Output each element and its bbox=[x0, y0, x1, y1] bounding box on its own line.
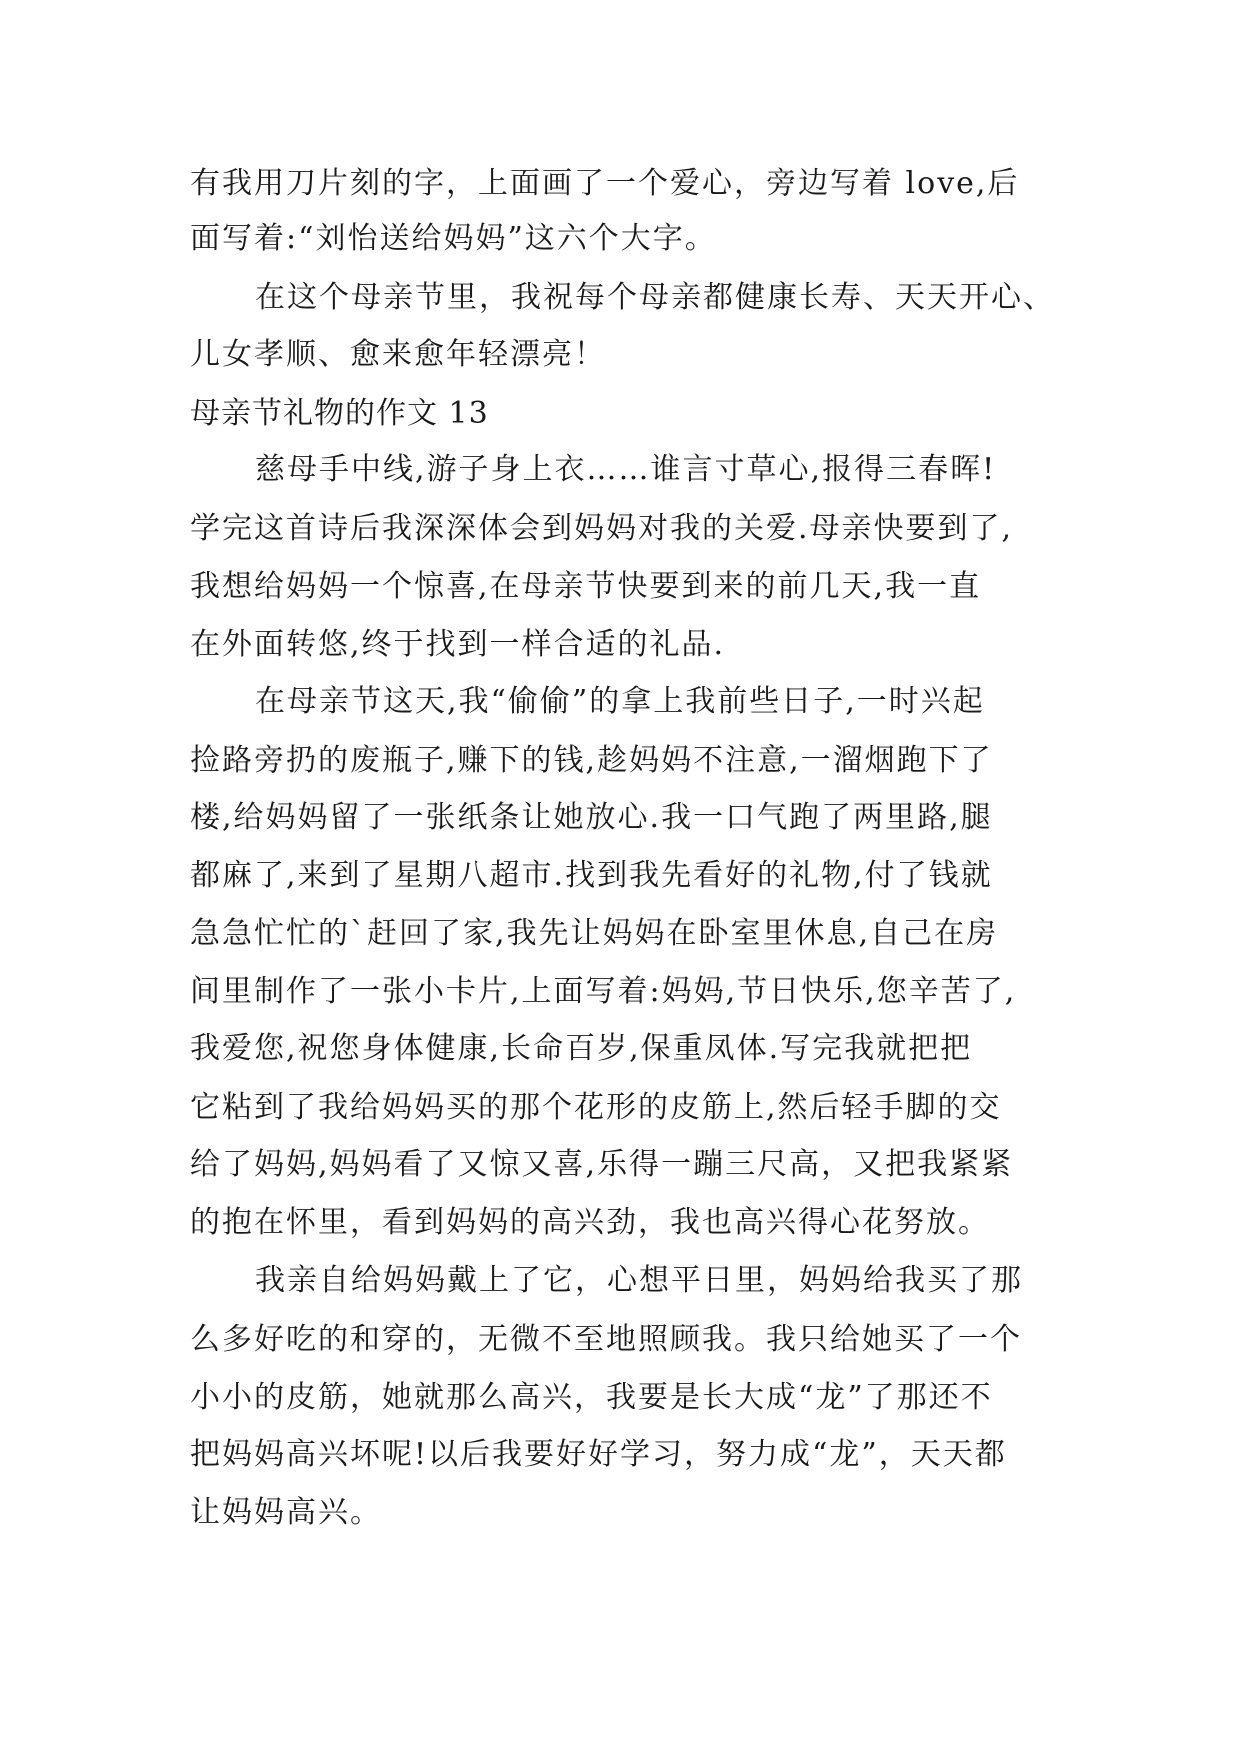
text-line: 慈母手中线,游子身上衣……谁言寸草心,报得三春晖! bbox=[255, 452, 997, 487]
text-line: 让妈妈高兴。 bbox=[190, 1495, 382, 1530]
text-line: 在母亲节这天,我“偷偷”的拿上我前些日子,一时兴起 bbox=[255, 684, 985, 719]
text-line: 都麻了,来到了星期八超市.找到我先看好的礼物,付了钱就 bbox=[190, 858, 993, 893]
text-line: 儿女孝顺、愈来愈年轻漂亮！ bbox=[190, 337, 606, 372]
text-line: 给了妈妈,妈妈看了又惊又喜,乐得一蹦三尺高，又把我紧紧 bbox=[190, 1147, 1014, 1182]
text-line: 学完这首诗后我深深体会到妈妈对我的关爱.母亲快要到了, bbox=[190, 511, 1014, 546]
text-line: 面写着:“刘怡送给妈妈”这六个大字。 bbox=[190, 221, 717, 256]
text-line: 的抱在怀里，看到妈妈的高兴劲，我也高兴得心花努放。 bbox=[190, 1205, 990, 1240]
text-line: 我亲自给妈妈戴上了它，心想平日里，妈妈给我买了那 bbox=[255, 1263, 1023, 1298]
text-line: 它粘到了我给妈妈买的那个花形的皮筋上,然后轻手脚的交 bbox=[190, 1090, 1002, 1125]
text-line: 有我用刀片刻的字，上面画了一个爱心，旁边写着 love,后 bbox=[190, 166, 1020, 201]
text-line: 么多好吃的和穿的，无微不至地照顾我。我只给她买了一个 bbox=[190, 1322, 1022, 1357]
text-line: 在这个母亲节里，我祝每个母亲都健康长寿、天天开心、 bbox=[255, 280, 1055, 315]
text-line: 小小的皮筋，她就那么高兴，我要是长大成“龙”了那还不 bbox=[190, 1380, 993, 1415]
text-line: 我爱您,祝您身体健康,长命百岁,保重凤体.写完我就把把 bbox=[190, 1031, 973, 1066]
text-line: 间里制作了一张小卡片,上面写着:妈妈,节日快乐,您辛苦了, bbox=[190, 974, 1017, 1009]
text-line: 在外面转悠,终于找到一样合适的礼品. bbox=[190, 627, 726, 662]
text-line: 楼,给妈妈留了一张纸条让她放心.我一口气跑了两里路,腿 bbox=[190, 800, 993, 835]
text-line: 把妈妈高兴坏呢!以后我要好好学习，努力成“龙”，天天都 bbox=[190, 1437, 1007, 1472]
section-heading: 母亲节礼物的作文 13 bbox=[190, 396, 489, 431]
text-line: 捡路旁扔的废瓶子,赚下的钱,趁妈妈不注意,一溜烟跑下了 bbox=[190, 743, 993, 778]
text-line: 我想给妈妈一个惊喜,在母亲节快要到来的前几天,我一直 bbox=[190, 569, 982, 604]
text-line: 急急忙忙的`赶回了家,我先让妈妈在卧室里休息,自己在房 bbox=[190, 916, 999, 951]
